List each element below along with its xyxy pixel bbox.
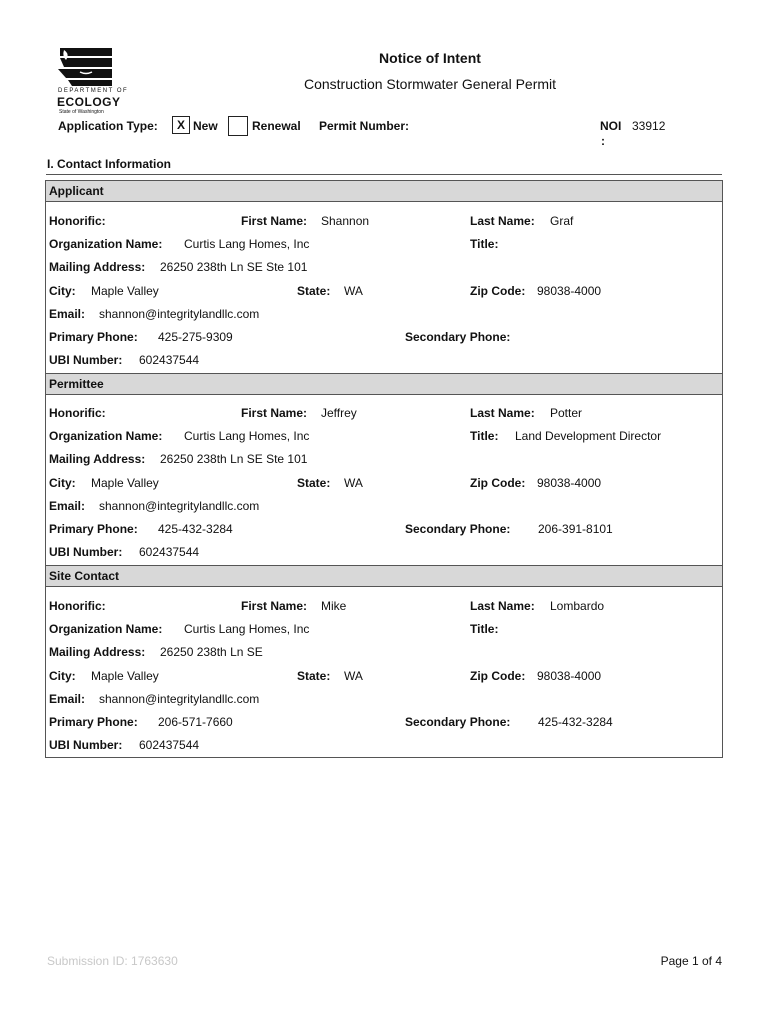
logo-state-text: State of Washington (59, 109, 104, 115)
permittee-city-value: Maple Valley (91, 476, 159, 490)
renewal-checkbox[interactable] (228, 116, 248, 136)
permittee-zip-value: 98038-4000 (537, 476, 602, 490)
applicant-ubi-value: 602437544 (139, 353, 200, 367)
permittee-organization-value: Curtis Lang Homes, Inc (184, 429, 310, 443)
permittee-organization-label: Organization Name: (49, 429, 163, 443)
applicant-city-value: Maple Valley (91, 284, 159, 298)
applicant-organization-value: Curtis Lang Homes, Inc (184, 237, 310, 251)
applicant-state-label: State: (297, 284, 331, 298)
logo-dept-text: DEPARTMENT OF (58, 88, 129, 94)
site-contact-last-name-label: Last Name: (470, 599, 535, 613)
site-contact-ubi-label: UBI Number: (49, 738, 123, 752)
site-contact-organization-value: Curtis Lang Homes, Inc (184, 622, 310, 636)
site-contact-ubi-value: 602437544 (139, 738, 200, 752)
site-contact-zip-label: Zip Code: (470, 669, 526, 683)
site-contact-last-name-value: Lombardo (550, 599, 605, 613)
permittee-mailing-label: Mailing Address: (49, 452, 146, 466)
noi-value: 33912 (632, 119, 666, 133)
permittee-mailing-value: 26250 238th Ln SE Ste 101 (160, 452, 308, 466)
site-contact-city-label: City: (49, 669, 76, 683)
applicant-primary-phone-value: 425-275-9309 (158, 330, 233, 344)
new-checkbox[interactable]: X (172, 116, 190, 134)
site-contact-honorific-label: Honorific: (49, 599, 106, 613)
permittee-last-name-value: Potter (550, 406, 583, 420)
application-type-label: Application Type: (58, 119, 158, 133)
applicant-first-name-label: First Name: (241, 214, 308, 228)
permittee-first-name-label: First Name: (241, 406, 308, 420)
renewal-label: Renewal (252, 119, 301, 133)
applicant-email-label: Email: (49, 307, 86, 321)
site-contact-mailing-label: Mailing Address: (49, 645, 146, 659)
applicant-title-label: Title: (470, 237, 499, 251)
applicant-state-value: WA (344, 284, 363, 298)
applicant-first-name-value: Shannon (321, 214, 370, 228)
page-subtitle: Construction Stormwater General Permit (303, 76, 557, 92)
applicant-last-name-label: Last Name: (470, 214, 535, 228)
permittee-city-label: City: (49, 476, 76, 490)
noi-label: NOI (600, 119, 622, 133)
site-contact-secondary-phone-value: 425-432-3284 (538, 715, 613, 729)
applicant-organization-label: Organization Name: (49, 237, 163, 251)
site-contact-primary-phone-label: Primary Phone: (49, 715, 138, 729)
site-contact-first-name-label: First Name: (241, 599, 308, 613)
permittee-secondary-phone-label: Secondary Phone: (405, 522, 511, 536)
permittee-secondary-phone-value: 206-391-8101 (538, 522, 613, 536)
permittee-title-label: Title: (470, 429, 499, 443)
applicant-mailing-value: 26250 238th Ln SE Ste 101 (160, 260, 308, 274)
site-contact-city-value: Maple Valley (91, 669, 159, 683)
permittee-last-name-label: Last Name: (470, 406, 535, 420)
permittee-first-name-value: Jeffrey (321, 406, 357, 420)
permittee-email-label: Email: (49, 499, 86, 513)
site-contact-title-label: Title: (470, 622, 499, 636)
site-contact-secondary-phone-label: Secondary Phone: (405, 715, 511, 729)
site-contact-primary-phone-value: 206-571-7660 (158, 715, 233, 729)
permittee-primary-phone-value: 425-432-3284 (158, 522, 233, 536)
site-contact-zip-value: 98038-4000 (537, 669, 602, 683)
logo-ecology-text: ECOLOGY (57, 95, 121, 109)
site-contact-state-label: State: (297, 669, 331, 683)
permittee-state-label: State: (297, 476, 331, 490)
site-contact-first-name-value: Mike (321, 599, 347, 613)
applicant-ubi-label: UBI Number: (49, 353, 123, 367)
page-title: Notice of Intent (379, 50, 481, 66)
applicant-primary-phone-label: Primary Phone: (49, 330, 138, 344)
page-number: Page 1 of 4 (660, 954, 722, 968)
permittee-email-value: shannon@integritylandllc.com (99, 499, 260, 513)
site-contact-heading: Site Contact (46, 565, 722, 587)
permittee-primary-phone-label: Primary Phone: (49, 522, 138, 536)
permittee-zip-label: Zip Code: (470, 476, 526, 490)
site-contact-mailing-value: 26250 238th Ln SE (160, 645, 263, 659)
site-contact-state-value: WA (344, 669, 363, 683)
applicant-zip-value: 98038-4000 (537, 284, 602, 298)
site-contact-email-label: Email: (49, 692, 86, 706)
applicant-city-label: City: (49, 284, 76, 298)
applicant-zip-label: Zip Code: (470, 284, 526, 298)
applicant-honorific-label: Honorific: (49, 214, 106, 228)
noi-colon: : (601, 134, 605, 148)
permittee-state-value: WA (344, 476, 363, 490)
new-label: New (193, 119, 218, 133)
site-contact-organization-label: Organization Name: (49, 622, 163, 636)
permittee-honorific-label: Honorific: (49, 406, 106, 420)
permit-number-label: Permit Number: (319, 119, 410, 133)
submission-id: Submission ID: 1763630 (47, 954, 178, 968)
section-title-rule (46, 174, 722, 175)
applicant-mailing-label: Mailing Address: (49, 260, 146, 274)
applicant-last-name-value: Graf (550, 214, 574, 228)
site-contact-email-value: shannon@integritylandllc.com (99, 692, 260, 706)
applicant-heading: Applicant (46, 180, 722, 202)
permittee-title-value: Land Development Director (515, 429, 662, 443)
applicant-email-value: shannon@integritylandllc.com (99, 307, 260, 321)
permittee-ubi-label: UBI Number: (49, 545, 123, 559)
permittee-ubi-value: 602437544 (139, 545, 200, 559)
permittee-heading: Permittee (46, 373, 722, 395)
section-title: I. Contact Information (47, 157, 171, 171)
applicant-secondary-phone-label: Secondary Phone: (405, 330, 511, 344)
